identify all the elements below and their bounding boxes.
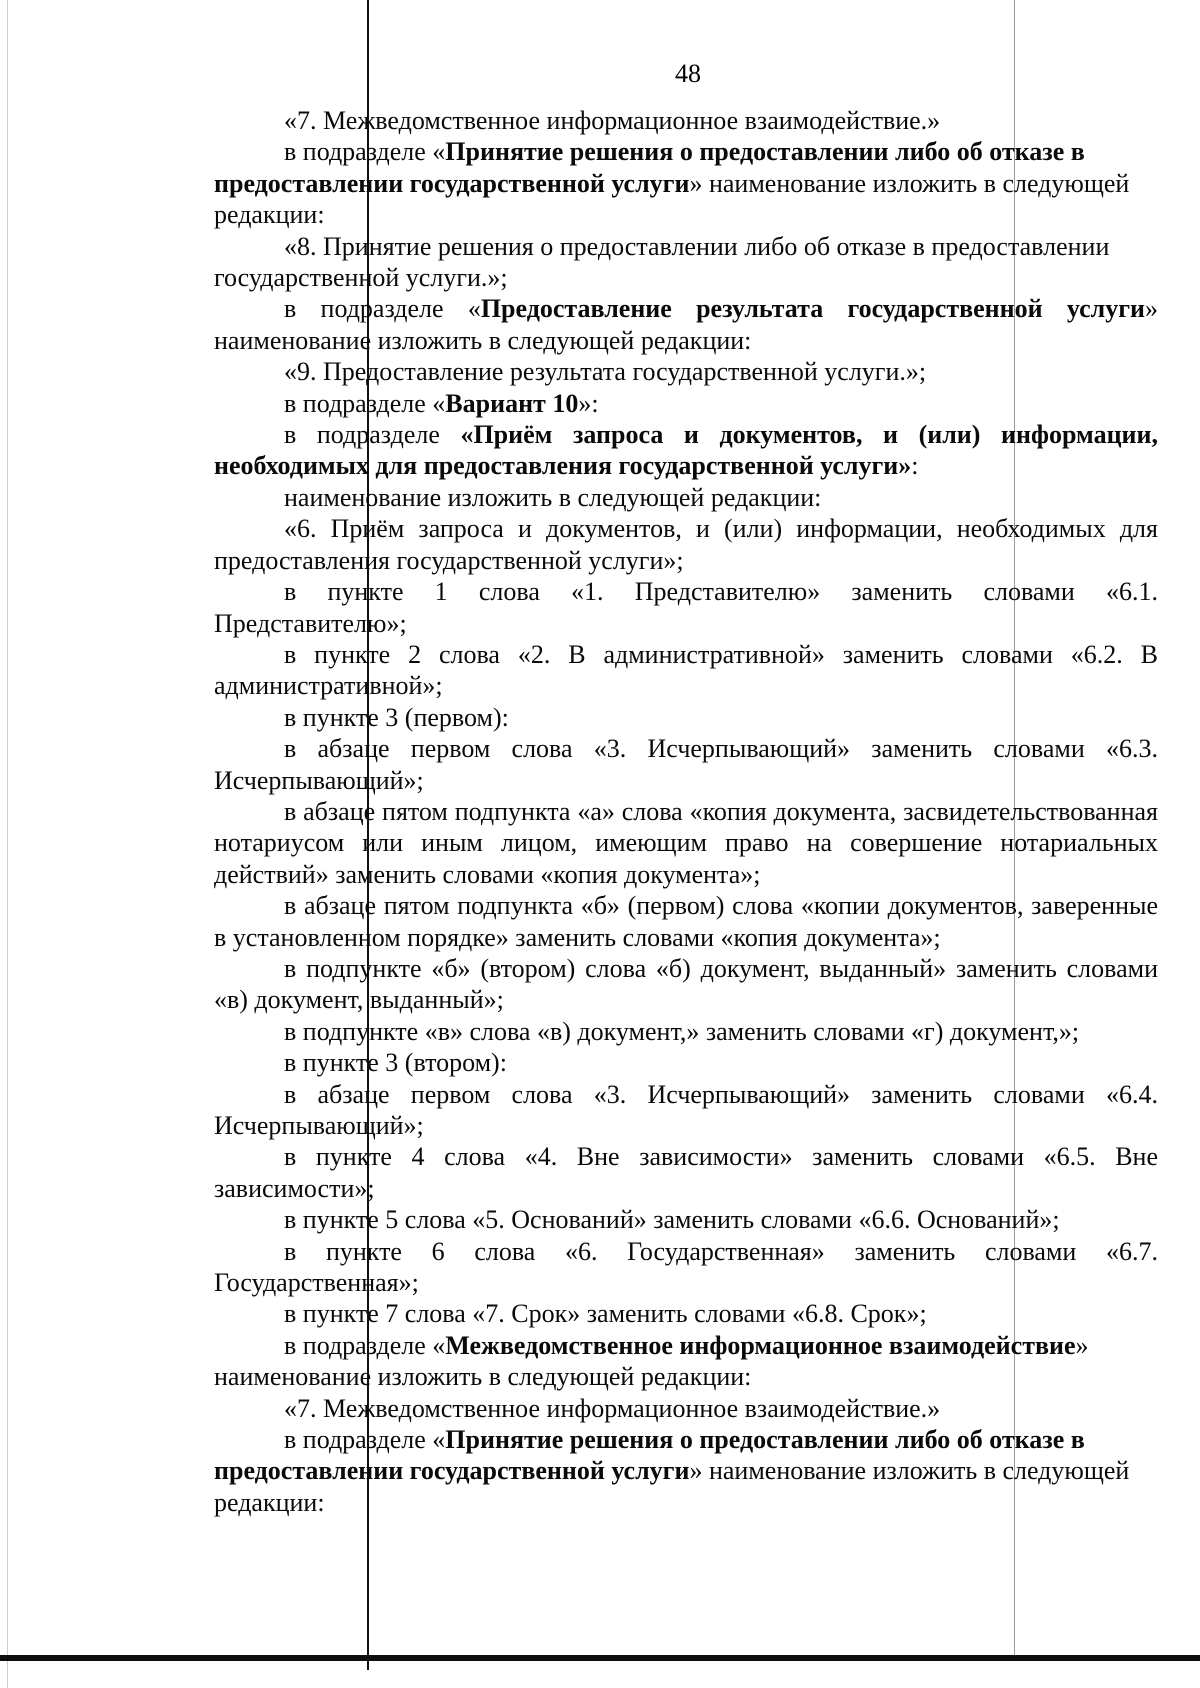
paragraph <box>214 796 1158 890</box>
text-run: в подразделе « <box>284 137 446 167</box>
text-run: в подразделе « <box>284 294 481 324</box>
text-run: «9. Предоставление результата государственной услуги.»; <box>284 357 927 387</box>
paragraph <box>214 293 1158 356</box>
text-run: «7. Межведомственное информационное взаимодействие.» <box>284 1393 941 1423</box>
paragraph <box>214 733 1158 796</box>
paragraph <box>214 482 1158 513</box>
text-run: » наименование изложить в следующей редакции: <box>214 294 1158 355</box>
text-run: » наименование изложить в следующей редакции: <box>214 168 1130 230</box>
text-run: » наименование изложить в следующей редакции: <box>214 1330 1089 1392</box>
text-run: «8. Принятие решения о предоставлении либо об отказе в предоставлении государственной услуги.»; <box>214 231 1110 293</box>
bold-text: Вариант 10 <box>445 388 579 418</box>
paragraph <box>214 1424 1158 1518</box>
bold-text: Межведомственное информационное взаимодействие <box>445 1330 1076 1360</box>
paragraph <box>214 1141 1158 1204</box>
text-run: в пункте 3 (первом): <box>284 702 509 732</box>
scan-artifact-bottom-edge <box>0 1655 1200 1661</box>
paragraph <box>214 1298 1158 1329</box>
paragraph <box>214 1079 1158 1142</box>
text-run: в абзаце первом слова «3. Исчерпывающий» заменить словами «6.4. Исчерпывающий»; <box>214 1079 1158 1140</box>
bold-text: Принятие решения о предоставлении либо об отказе в предоставлении государственной услуги <box>214 1425 1085 1486</box>
paragraph <box>214 1047 1158 1078</box>
paragraph <box>214 576 1158 639</box>
document-body <box>214 105 1158 1518</box>
paragraph <box>214 231 1158 294</box>
text-run: в абзаце первом слова «3. Исчерпывающий» заменить словами «6.3. Исчерпывающий»; <box>214 734 1158 795</box>
text-run: в абзаце пятом подпункта «б» (первом) слова «копии документов, заверенные в установленном порядке» заменить словами «копия документа»; <box>214 891 1158 952</box>
text-run: в абзаце пятом подпункта «а» слова «копия документа, засвидетельствованная нотариусом или иным лицом, имеющим право на совершение нотариальных действий» заменить словами «копия документа»; <box>214 796 1158 889</box>
paragraph <box>214 356 1158 387</box>
paragraph <box>214 639 1158 702</box>
paragraph <box>214 136 1158 230</box>
bold-text: Предоставление результата государственной услуги <box>480 294 1145 324</box>
text-run: в подразделе « <box>284 1425 446 1455</box>
paragraph <box>214 1016 1158 1047</box>
text-run: в пункте 4 слова «4. Вне зависимости» заменить словами «6.5. Вне зависимости»; <box>214 1142 1158 1203</box>
text-run: : <box>911 451 919 481</box>
paragraph <box>214 1393 1158 1424</box>
paragraph <box>214 388 1158 419</box>
paragraph <box>214 953 1158 1016</box>
paragraph <box>214 1236 1158 1299</box>
paragraph <box>214 890 1158 953</box>
text-run: в подразделе <box>284 420 461 450</box>
paragraph <box>214 105 1158 136</box>
bold-text: Принятие решения о предоставлении либо об отказе в предоставлении государственной услуги <box>214 137 1085 198</box>
paragraph <box>214 1204 1158 1235</box>
scan-artifact-line <box>7 0 8 1688</box>
text-run: »: <box>578 388 599 418</box>
text-run: в подпункте «в» слова «в) документ,» заменить словами «г) документ,»; <box>284 1016 1080 1046</box>
text-run: в подпункте «б» (втором) слова «б) документ, выданный» заменить словами «в) документ, выданный»; <box>214 953 1158 1015</box>
text-run: в пункте 3 (втором): <box>284 1048 507 1078</box>
text-run: наименование изложить в следующей редакции: <box>284 482 822 512</box>
text-run: в пункте 7 слова «7. Срок» заменить словами «6.8. Срок»; <box>284 1299 927 1329</box>
text-run: «7. Межведомственное информационное взаимодействие.» <box>284 106 941 135</box>
paragraph <box>214 1330 1158 1393</box>
page-number: 48 <box>675 59 701 88</box>
paragraph <box>214 702 1158 733</box>
text-run: «6. Приём запроса и документов, и (или) информации, необходимых для предоставления государственной услуги»; <box>214 514 1158 575</box>
paragraph <box>214 513 1158 576</box>
text-run: в пункте 2 слова «2. В административной» заменить словами «6.2. В административной»; <box>214 639 1158 701</box>
text-run: в подразделе « <box>284 1330 446 1360</box>
text-run: в пункте 6 слова «6. Государственная» заменить словами «6.7. Государственная»; <box>214 1236 1158 1298</box>
text-run: в подразделе « <box>284 388 446 418</box>
text-run: в пункте 5 слова «5. Оснований» заменить словами «6.6. Оснований»; <box>284 1205 1060 1235</box>
paragraph <box>214 419 1158 482</box>
text-run: » наименование изложить в следующей редакции: <box>214 1456 1130 1517</box>
bold-text: «Приём запроса и документов, и (или) информации, необходимых для предоставления государственной услуги» <box>214 420 1159 481</box>
text-run: в пункте 1 слова «1. Представителю» заменить словами «6.1. Представителю»; <box>214 577 1158 638</box>
